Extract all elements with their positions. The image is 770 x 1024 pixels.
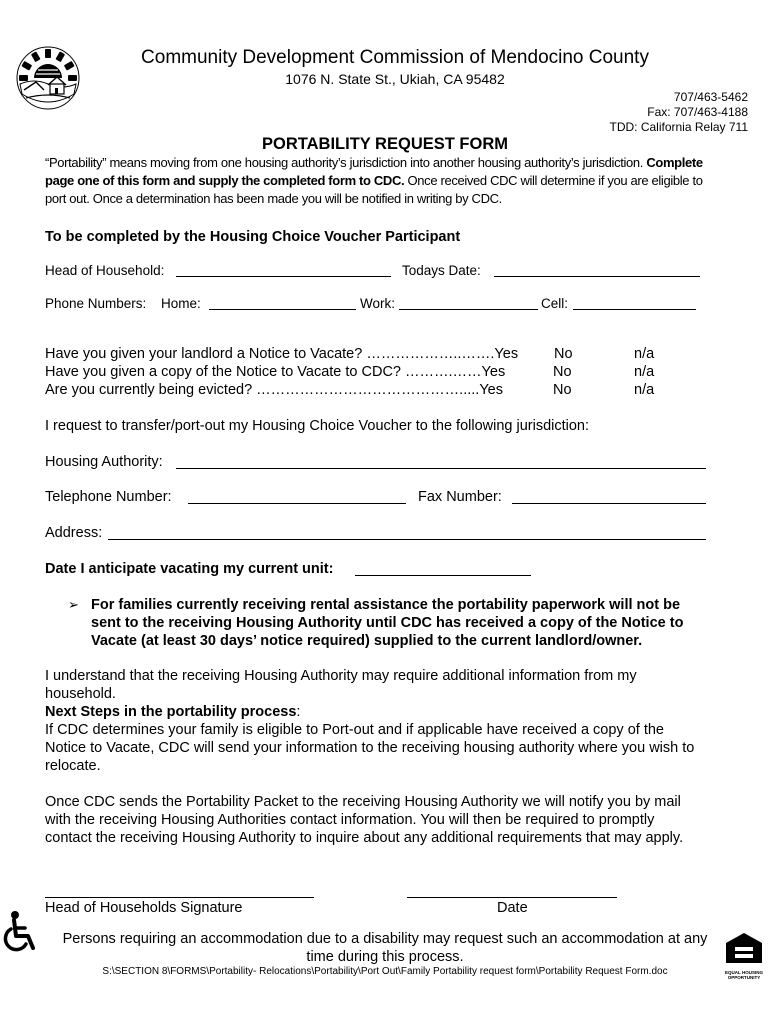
file-path: S:\SECTION 8\FORMS\Portability- Relocations\Portability\Port Out\Family Portability request form\Portability Request Form.doc <box>102 966 668 977</box>
todays-date-label: Todays Date: <box>402 263 481 278</box>
organization-address: 1076 N. State St., Ukiah, CA 95482 <box>285 71 505 87</box>
next-steps-heading <box>45 704 300 720</box>
housing-authority-field[interactable] <box>176 457 706 469</box>
address-field[interactable] <box>108 528 706 540</box>
phone-number: 707/463-5462 <box>673 90 748 104</box>
understand-line-2: household. <box>45 686 116 702</box>
next-steps-colon: : <box>296 704 301 720</box>
accommodation-line-2: time during this process. <box>306 949 464 965</box>
cdc-logo <box>14 44 82 112</box>
question-landlord-notice[interactable]: Have you given your landlord a Notice to Vacate? ………………..…….Yes <box>45 346 519 362</box>
tdd-number: TDD: California Relay 711 <box>609 120 748 134</box>
cell-phone-field[interactable] <box>573 298 696 310</box>
intro-bold-text: Complete <box>646 155 703 170</box>
intro-text: Once received CDC will determine if you are eligible to <box>407 173 703 188</box>
equal-housing-text-2: OPPORTUNITY <box>727 975 761 980</box>
head-of-household-field[interactable] <box>176 265 391 277</box>
cell-phone-label: Cell: <box>541 296 569 311</box>
fax-number-label: Fax Number: <box>418 489 502 505</box>
equal-housing-text-1: EQUAL HOUSING <box>725 970 763 975</box>
vacate-date-label: Date I anticipate vacating my current unit: <box>45 561 334 577</box>
equal-housing-opportunity-icon <box>722 931 766 965</box>
intro-text: “Portability” means moving from one housing authority’s jurisdiction into another housing authority’s jurisdiction. <box>45 155 644 170</box>
transfer-request-text: I request to transfer/port-out my Housing Choice Voucher to the following jurisdiction: <box>45 418 590 434</box>
telephone-number-label: Telephone Number: <box>45 489 172 505</box>
intro-line-3: port out. Once a determination has been made you will be notified in writing by CDC. <box>45 191 502 206</box>
understand-line-1: I understand that the receiving Housing Authority may require additional information from my <box>45 668 637 684</box>
packet-line-1: Once CDC sends the Portability Packet to the receiving Housing Authority we will notify you by mail <box>45 794 681 810</box>
packet-line-3: contact the receiving Housing Authority to inquire about any additional requirements that may apply. <box>45 830 684 846</box>
home-phone-label: Home: <box>161 296 201 311</box>
form-title: PORTABILITY REQUEST FORM <box>262 135 508 153</box>
question-evicted-no[interactable]: No <box>553 382 572 398</box>
bullet-line-1: For families currently receiving rental assistance the portability paperwork will not be <box>91 597 681 613</box>
next-steps-heading-text: Next Steps in the portability process <box>45 704 297 720</box>
equal-housing-logo <box>722 931 766 980</box>
cdc-sun-logo-icon <box>14 44 82 112</box>
housing-authority-label: Housing Authority: <box>45 454 163 470</box>
wheelchair-icon <box>2 910 38 954</box>
section-heading: To be completed by the Housing Choice Voucher Participant <box>45 229 461 245</box>
next-steps-line-3: relocate. <box>45 758 101 774</box>
todays-date-field[interactable] <box>494 265 700 277</box>
telephone-number-field[interactable] <box>188 492 406 504</box>
signature-date-label: Date <box>497 900 528 916</box>
fax-number-field[interactable] <box>512 492 706 504</box>
fax-number: Fax: 707/463-4188 <box>647 105 748 119</box>
intro-line-1 <box>45 155 703 170</box>
next-steps-line-2: Notice to Vacate, CDC will send your information to the receiving housing authority where you wish to <box>45 740 695 756</box>
organization-name: Community Development Commission of Mendocino County <box>141 47 649 68</box>
next-steps-line-1: If CDC determines your family is eligible to Port-out and if applicable have received a copy of the <box>45 722 664 738</box>
signature-field[interactable] <box>45 886 314 898</box>
arrow-bullet-icon: ➢ <box>68 597 79 612</box>
bullet-line-3: Vacate (at least 30 days’ notice required) supplied to the current landlord/owner. <box>91 633 643 649</box>
packet-line-2: with the receiving Housing Authorities contact information. You will then be required to promptly <box>45 812 655 828</box>
accommodation-line-1: Persons requiring an accommodation due to a disability may request such an accommodation at any <box>62 931 708 947</box>
head-of-household-label: Head of Household: <box>45 263 165 278</box>
wheelchair-accessibility-icon <box>2 910 38 954</box>
bullet-line-2: sent to the receiving Housing Authority until CDC has received a copy of the Notice to <box>91 615 684 631</box>
question-evicted[interactable]: Are you currently being evicted? …………………………………….....Yes <box>45 382 503 398</box>
work-phone-field[interactable] <box>399 298 538 310</box>
phone-numbers-label: Phone Numbers: <box>45 296 147 311</box>
work-phone-label: Work: <box>360 296 396 311</box>
vacate-date-field[interactable] <box>355 564 531 576</box>
signature-label: Head of Households Signature <box>45 900 243 916</box>
address-label: Address: <box>45 525 103 541</box>
question-copy-to-cdc-na[interactable]: n/a <box>634 364 655 380</box>
question-evicted-na[interactable]: n/a <box>634 382 655 398</box>
signature-date-field[interactable] <box>407 886 617 898</box>
intro-bold-text: page one of this form and supply the completed form to CDC. <box>45 173 405 188</box>
question-copy-to-cdc-no[interactable]: No <box>553 364 572 380</box>
question-copy-to-cdc[interactable]: Have you given a copy of the Notice to Vacate to CDC? ……….……Yes <box>45 364 506 380</box>
home-phone-field[interactable] <box>209 298 356 310</box>
intro-line-2 <box>45 173 703 188</box>
question-landlord-notice-no[interactable]: No <box>554 346 573 362</box>
question-landlord-notice-na[interactable]: n/a <box>634 346 655 362</box>
